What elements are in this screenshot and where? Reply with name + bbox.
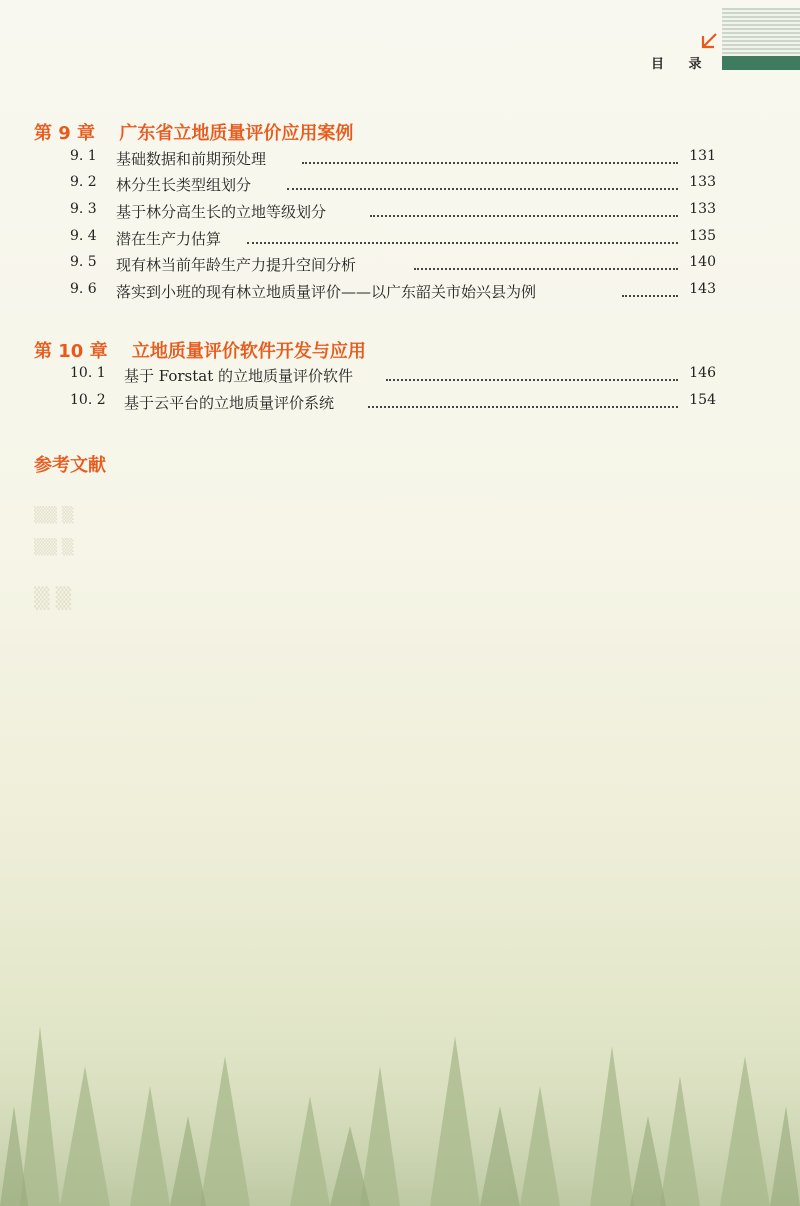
header-green-bar [722, 56, 800, 70]
references-heading[interactable]: 参考文献 [34, 455, 106, 476]
dot-leader [287, 188, 678, 190]
dot-leader [386, 379, 678, 381]
toc-entry[interactable] [0, 254, 800, 276]
section-number: 10. 1 [70, 365, 106, 381]
section-number: 9. 1 [70, 148, 97, 164]
section-title: 落实到小班的现有林立地质量评价——以广东韶关市始兴县为例 [116, 283, 537, 301]
dot-leader [247, 242, 678, 244]
chapter-title: 立地质量评价软件开发与应用 [131, 341, 366, 362]
dot-leader [622, 295, 678, 297]
dot-leader [302, 162, 678, 164]
toc-entry[interactable] [0, 281, 800, 303]
section-number: 9. 5 [70, 254, 97, 270]
toc-entry[interactable] [0, 392, 800, 414]
toc-entry[interactable] [0, 228, 800, 250]
bleed-through-text: ▒ ▒ [34, 586, 72, 610]
page-number: 146 [689, 365, 716, 381]
header-stripe-decoration [722, 8, 800, 62]
section-number: 9. 2 [70, 174, 97, 190]
page-number: 143 [689, 281, 716, 297]
chapter-number: 第 9 章 [34, 123, 96, 144]
section-number: 9. 4 [70, 228, 97, 244]
bleed-through-text: ▒▒ ▒ [34, 506, 74, 524]
section-title: 现有林当前年龄生产力提升空间分析 [116, 256, 357, 274]
dot-leader [368, 406, 678, 408]
section-number: 9. 3 [70, 201, 97, 217]
chapter-number: 第 10 章 [34, 341, 108, 362]
page-number: 135 [689, 228, 716, 244]
section-title: 潜在生产力估算 [116, 230, 222, 248]
page-number: 133 [689, 174, 716, 190]
toc-entry[interactable] [0, 148, 800, 170]
page-header-title: 目 录 [651, 57, 712, 72]
chapter-heading[interactable] [34, 119, 353, 145]
forest-illustration [0, 946, 800, 1206]
page-number: 131 [689, 148, 716, 164]
dot-leader [370, 215, 678, 217]
toc-entry[interactable] [0, 365, 800, 387]
toc-entry[interactable] [0, 201, 800, 223]
chapter-heading[interactable] [34, 337, 366, 363]
section-number: 9. 6 [70, 281, 97, 297]
section-title: 基于云平台的立地质量评价系统 [124, 394, 335, 412]
section-title: 基于林分高生长的立地等级划分 [116, 203, 327, 221]
page-number: 154 [689, 392, 716, 408]
page-number: 133 [689, 201, 716, 217]
section-number: 10. 2 [70, 392, 106, 408]
corner-arrow-icon [699, 30, 719, 50]
chapter-title: 广东省立地质量评价应用案例 [119, 123, 354, 144]
section-title: 林分生长类型组划分 [116, 176, 252, 194]
bleed-through-text: ▒▒ ▒ [34, 538, 74, 556]
section-title: 基于 Forstat 的立地质量评价软件 [124, 367, 354, 385]
toc-entry[interactable] [0, 174, 800, 196]
dot-leader [414, 268, 678, 270]
section-title: 基础数据和前期预处理 [116, 150, 267, 168]
page-number: 140 [689, 254, 716, 270]
